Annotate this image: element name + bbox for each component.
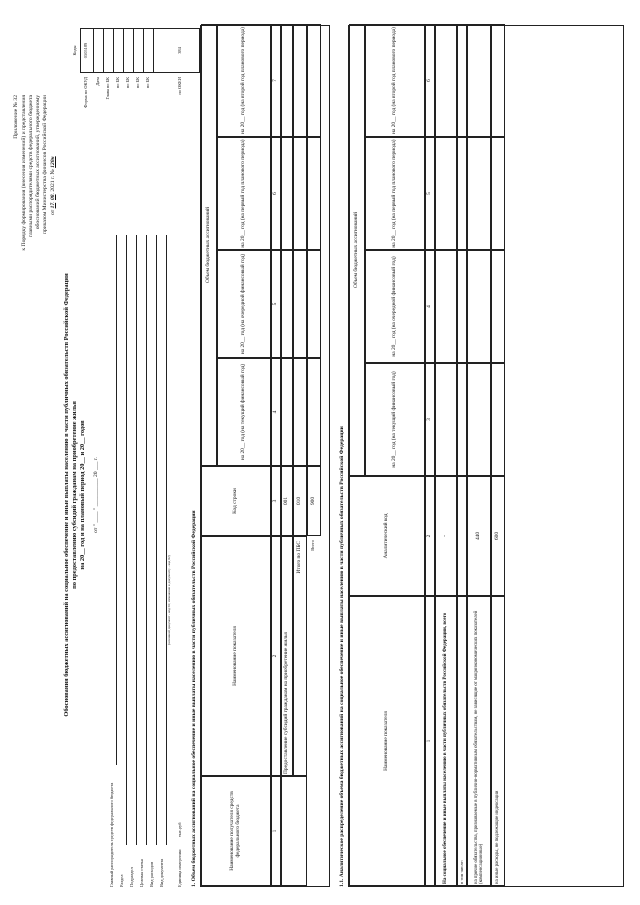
s1-row-y4	[281, 24, 293, 137]
s1-row-code: 001	[281, 466, 293, 536]
s1-col-y1: на 20__ год (на текущий финансовый год)	[217, 358, 271, 466]
s11-col-y1: на 20__ год (на текущий финансовый год)	[365, 363, 425, 476]
form-row-gr: Главный распорядитель средств федерального бюджета	[109, 782, 114, 887]
s1-total-label: Всего	[310, 540, 315, 551]
s11-col-code: Аналитический код	[349, 476, 425, 596]
s11-col-name: Наименование показателя	[349, 596, 425, 886]
s1-num-5: 5	[271, 250, 281, 358]
s1-total-code: 900	[307, 466, 321, 536]
form-row-exp-type: Вид расходов	[149, 861, 154, 887]
appendix-date: от 17. 08. 2021 г. № 120н	[50, 156, 56, 215]
appendix-line-1: к Порядку формирования (внесения изменений) и представления	[21, 95, 27, 251]
section-1-1-table	[348, 25, 624, 887]
doc-type-note: (основной документ - код 01; изменение к документу - код 02)	[167, 555, 171, 645]
glava-label: Глава по БК	[105, 77, 110, 100]
unit-value: тыс.руб	[177, 822, 182, 837]
s1-col-y4: на 20__ год (на второй год планового периода)	[217, 24, 271, 137]
okud-label: Форма по ОКУД	[83, 77, 88, 108]
section-1-1-title: 1.1. Аналитическое распределение объема бюджетных ассигнований на социальное обеспечение и иные выплаты населению в части публичных обязательств Российской Федерации	[339, 426, 345, 887]
form-row-section: Раздел	[119, 874, 124, 887]
s1-col-recipient: Наименование получателя средств федерального бюджета	[201, 776, 271, 886]
s1-num-3: 3	[271, 466, 281, 536]
s1-row-label: Предоставление субсидий гражданам на приобретение жилья	[281, 536, 293, 776]
s11-col-y2: на 20__ год (на очередной финансовый год)	[365, 250, 425, 363]
codes-header: Коды	[72, 45, 77, 56]
section-1-table	[200, 25, 330, 887]
okei-value: 384	[177, 47, 182, 54]
s1-num-1: 1	[271, 776, 281, 886]
s1-col-y2: на 20__ год (на очередной финансовый год)	[217, 250, 271, 358]
s1-col-group: Объем бюджетных ассигнований	[201, 24, 217, 466]
unit-label: Единица измерения:	[177, 848, 182, 887]
s1-num-7: 7	[271, 24, 281, 137]
s1-total-pbs-code: 010	[293, 466, 307, 536]
date-label: Дата	[95, 77, 100, 86]
bk-label-3: по БК	[135, 77, 140, 89]
bk-label-2: по БК	[125, 77, 130, 89]
s11-col-y4: на 20__ год (на второй год планового периода)	[365, 24, 425, 137]
s1-num-4: 4	[271, 358, 281, 466]
document-title-line-3: на 20__ год и на плановый период 20__ и 20__ годов	[79, 420, 86, 570]
s1-col-name: Наименование показателя	[201, 536, 271, 776]
s1-recipient-cell	[281, 776, 307, 886]
appendix-line-3: обоснований бюджетных ассигнований, утвержденному	[35, 95, 41, 230]
s11-num-3: 3	[425, 363, 435, 476]
form-row-doc-type: Вид документа	[159, 858, 164, 887]
s1-col-code: Код строки	[201, 466, 271, 536]
appendix-line-4: приказом Министерства финансов Российской Федерации	[42, 95, 48, 235]
s1-row-y1	[281, 358, 293, 466]
bk-label-1: по БК	[115, 77, 120, 89]
s11-num-6: 6	[425, 24, 435, 137]
appendix-line-2: главными распорядителями средств федерального бюджета	[28, 95, 34, 238]
s11-num-4: 4	[425, 250, 435, 363]
s11-num-2: 2	[425, 476, 435, 596]
form-row-subsection: Подраздел	[129, 867, 134, 887]
s11-row-total: На социальное обеспечение и иные выплаты населению в части публичных обязательств Российской Федерации, всего	[435, 596, 457, 886]
document-title-line-1: Обоснования бюджетных ассигнований на социальное обеспечение и иные выплаты населению в части публичных обязательств Российской Федерации	[63, 273, 70, 717]
appendix-title: Приложение № 32	[13, 95, 19, 139]
document-title-line-2: по предоставлению субсидий гражданам на приобретение жилья	[71, 401, 78, 589]
s11-row-total-code: -	[435, 476, 457, 596]
s1-row-y3	[281, 137, 293, 250]
section-1-title: 1. Объем бюджетных ассигнований на социальное обеспечение и иные выплаты населению в части публичных обязательств Российской Федерации	[191, 510, 197, 887]
s11-row-misc: на иные расходы, не подлежащие индексации	[491, 596, 505, 886]
s1-col-y3: на 20__ год (на первый год планового периода)	[217, 137, 271, 250]
s11-col-y3: на 20__ год (на первый год планового периода)	[365, 137, 425, 250]
document-date-line: от " ____ " __________ 20 ___ г.	[93, 457, 99, 533]
s1-row-y2	[281, 250, 293, 358]
s11-row-other-code: 440	[467, 476, 491, 596]
s11-row-misc-code: 600	[491, 476, 505, 596]
s11-num-1: 1	[425, 596, 435, 886]
form-row-target: Целевая статья	[139, 858, 144, 887]
bk-label-4: по БК	[145, 77, 150, 89]
s11-row-including: в том числе:	[457, 596, 467, 886]
s1-num-2: 2	[271, 536, 281, 776]
s1-total-pbs-label: Итого по ПБС	[293, 536, 307, 776]
okud-value: 0505189	[83, 42, 88, 59]
s11-num-5: 5	[425, 137, 435, 250]
s11-col-group: Объем бюджетных ассигнований	[349, 24, 365, 476]
s1-num-6: 6	[271, 137, 281, 250]
s11-row-other: на прочие обязательства, признаваемые в публично-нормативным обязательствам, не зависящие от макроэкономических показателей (компенсационные)	[467, 596, 491, 886]
okei-label: по ОКЕИ	[177, 77, 182, 95]
